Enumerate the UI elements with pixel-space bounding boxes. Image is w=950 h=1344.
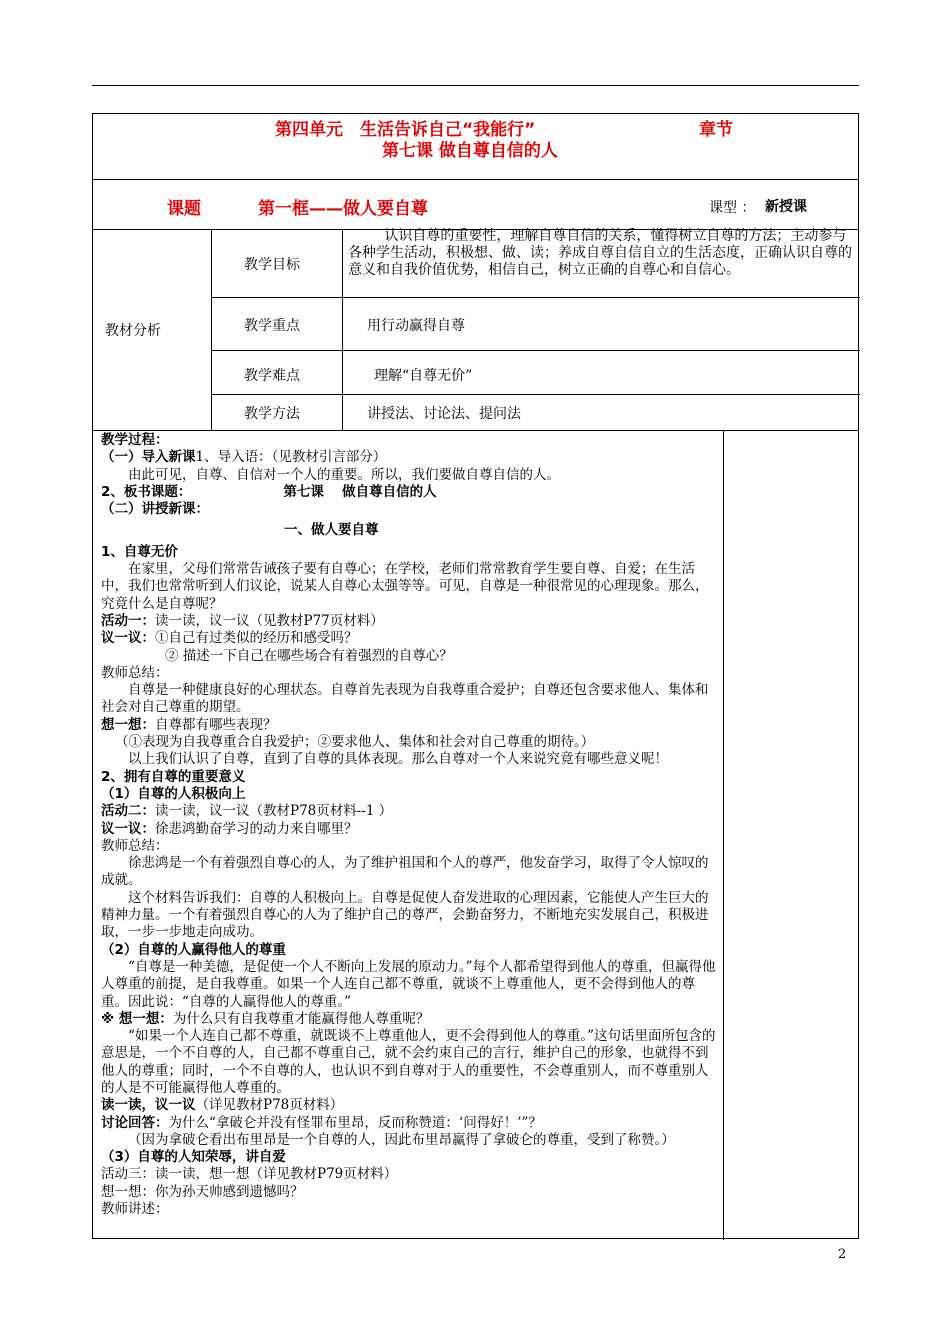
divider	[723, 430, 724, 1240]
process-line: 教师总结：	[101, 664, 169, 681]
process-line: ② 描述一下自己在哪些场合有着强烈的自尊心？	[165, 647, 453, 664]
process-line: 议一议：①自己有过类似的经历和感受吗？	[101, 630, 358, 647]
process-paragraph: 这个材料告诉我们：自尊的人积极向上。自尊是促使人奋发进取的心理因素，它能使人产生巨大的精神力量。一个有着强烈自尊心的人为了维护自己的尊严，会勤奋努力，不断地充实发展自己，积极进取，一步一步地走向成功。	[101, 889, 709, 941]
topic-value: 第一框——做人要自尊	[258, 199, 428, 219]
difficulty-value: 理解“自尊无价”	[374, 368, 473, 384]
process-line: 教师讲述：	[101, 1201, 169, 1218]
teaching-process	[101, 432, 721, 1218]
divider	[342, 229, 343, 430]
process-line: （①表现为自我尊重合自我爱护；②要求他人、集体和社会对自己尊重的期待。）	[115, 734, 595, 751]
process-line: ※ 想一想：为什么只有自我尊重才能赢得他人尊重呢？	[101, 1010, 430, 1027]
process-line: （二）讲授新课：	[101, 501, 209, 518]
divider	[211, 350, 860, 351]
type-value: 新授课	[765, 199, 807, 215]
process-line: 活动三：读一读，想一想（详见教材P79页材料）	[101, 1166, 398, 1183]
process-paragraph: 自尊是一种健康良好的心理状态。自尊首先表现为自我尊重合爱护；自尊还包含要求他人、集体和社会对自己尊重的期望。	[101, 682, 709, 716]
process-paragraph: “如果一个人连自己都不尊重，就既谈不上尊重他人，更不会得到他人的尊重。”这句话里面所包含的意思是，一个不自尊的人，自己都不尊重自己，就不会约束自己的言行，维护自己的形象，也就得不到他人的尊重；同时，一个不自尊的人，也认识不到自尊对于人的重要性，不会尊重别人，而不尊重别人的人是不可能赢得他人尊重的。	[101, 1028, 716, 1096]
page-number: 2	[838, 1247, 847, 1262]
process-line: （一）导入新课1、导入语：（见教材引言部分）	[101, 449, 387, 466]
header-rule	[92, 85, 859, 86]
section-heading: 一、做人要自尊	[284, 522, 379, 539]
section-heading: （3）自尊的人知荣辱，讲自爱	[101, 1149, 286, 1166]
divider	[211, 229, 212, 430]
section-heading: 1、自尊无价	[101, 543, 178, 560]
process-paragraph: （因为拿破仑看出布里昂是一个自尊的人，因此布里昂赢得了拿破仑的尊重，受到了称赞。）	[128, 1131, 675, 1148]
process-paragraph: 在家里，父母们常常告诫孩子要有自尊心；在学校，老师们常常教育学生要自尊、自爱；在生活中，我们也常常听到人们议论，说某人自尊心太强等等。可见，自尊是一种很常见的心理现象。那么，究竟什么是自尊呢？	[101, 561, 709, 612]
topic-label: 课题	[167, 199, 201, 219]
process-line: 议一议：徐悲鸿勤奋学习的动力来自哪里？	[101, 820, 358, 837]
method-label: 教学方法	[244, 406, 300, 422]
type-label: 课型 ：	[709, 200, 756, 216]
key-point-value: 用行动赢得自尊	[367, 318, 465, 334]
process-paragraph: “自尊是一种美德，是促使一个人不断向上发展的原动力。”每个人都希望得到他人的尊重，但赢得他人尊重的前提，是自我尊重。如果一个人连自己都不尊重，就谈不上尊重他人，更不会得到他人的尊重。因此说：“自尊的人赢得他人的尊重。”	[101, 958, 716, 1010]
lesson-title: 第七课 做自尊自信的人	[382, 141, 558, 161]
process-line: 想一想：自尊都有哪些表现？	[101, 716, 277, 733]
divider	[211, 297, 860, 298]
goal-label: 教学目标	[244, 257, 300, 273]
unit-title: 第四单元 生活告诉自己“我能行”	[275, 120, 536, 140]
method-value: 讲授法、讨论法、提问法	[367, 406, 521, 422]
process-line: 2、板书课题： 第七课 做自尊自信的人	[101, 483, 437, 500]
process-line: 教师总结：	[101, 837, 169, 854]
section-heading: （2）自尊的人赢得他人的尊重	[101, 941, 286, 958]
process-paragraph: 徐悲鸿是一个有着强烈自尊心的人，为了维护祖国和个人的尊严，他发奋学习，取得了令人惊叹的成就。	[101, 855, 709, 889]
key-point-label: 教学重点	[244, 318, 300, 334]
process-line: 想一想：你为孙天帅感到遗憾吗？	[101, 1183, 304, 1200]
section-heading: （1）自尊的人积极向上	[101, 785, 246, 802]
section-heading: 2、拥有自尊的重要意义	[101, 768, 246, 785]
difficulty-label: 教学难点	[244, 368, 300, 384]
chapter-label: 章节	[699, 120, 733, 140]
process-line: 读一读，议一议（详见教材P78页材料）	[101, 1097, 344, 1114]
process-line: 活动一：读一读，议一议（见教材P77页材料）	[101, 612, 384, 629]
lesson-plan-table	[92, 113, 859, 1239]
divider	[211, 394, 860, 395]
analysis-label: 教材分析	[105, 323, 161, 339]
divider	[93, 179, 858, 180]
process-line: 活动二：读一读，议一议（教材P78页材料--1 ）	[101, 803, 393, 820]
process-line: 由此可见，自尊、自信对一个人的重要。所以，我们要做自尊自信的人。	[128, 466, 560, 483]
process-paragraph: 以上我们认识了自尊，直到了自尊的具体表现。那么自尊对一个人来说究竟有哪些意义呢！	[128, 751, 668, 768]
process-line: 讨论回答：为什么“拿破仑并没有怪罪布里昂，反而称赞道：‘问得好！’”？	[101, 1114, 542, 1131]
goal-value: 认识自尊的重要性，理解自尊自信的关系，懂得树立自尊的方法；主动参与各种学生活动，积极想、做、读；养成自尊自信自立的生活态度，正确认识自尊的意义和自我价值优势，相信自己，树立正确的自尊心和自信心。	[348, 228, 852, 278]
divider	[93, 430, 858, 431]
process-heading: 教学过程：	[101, 432, 169, 448]
